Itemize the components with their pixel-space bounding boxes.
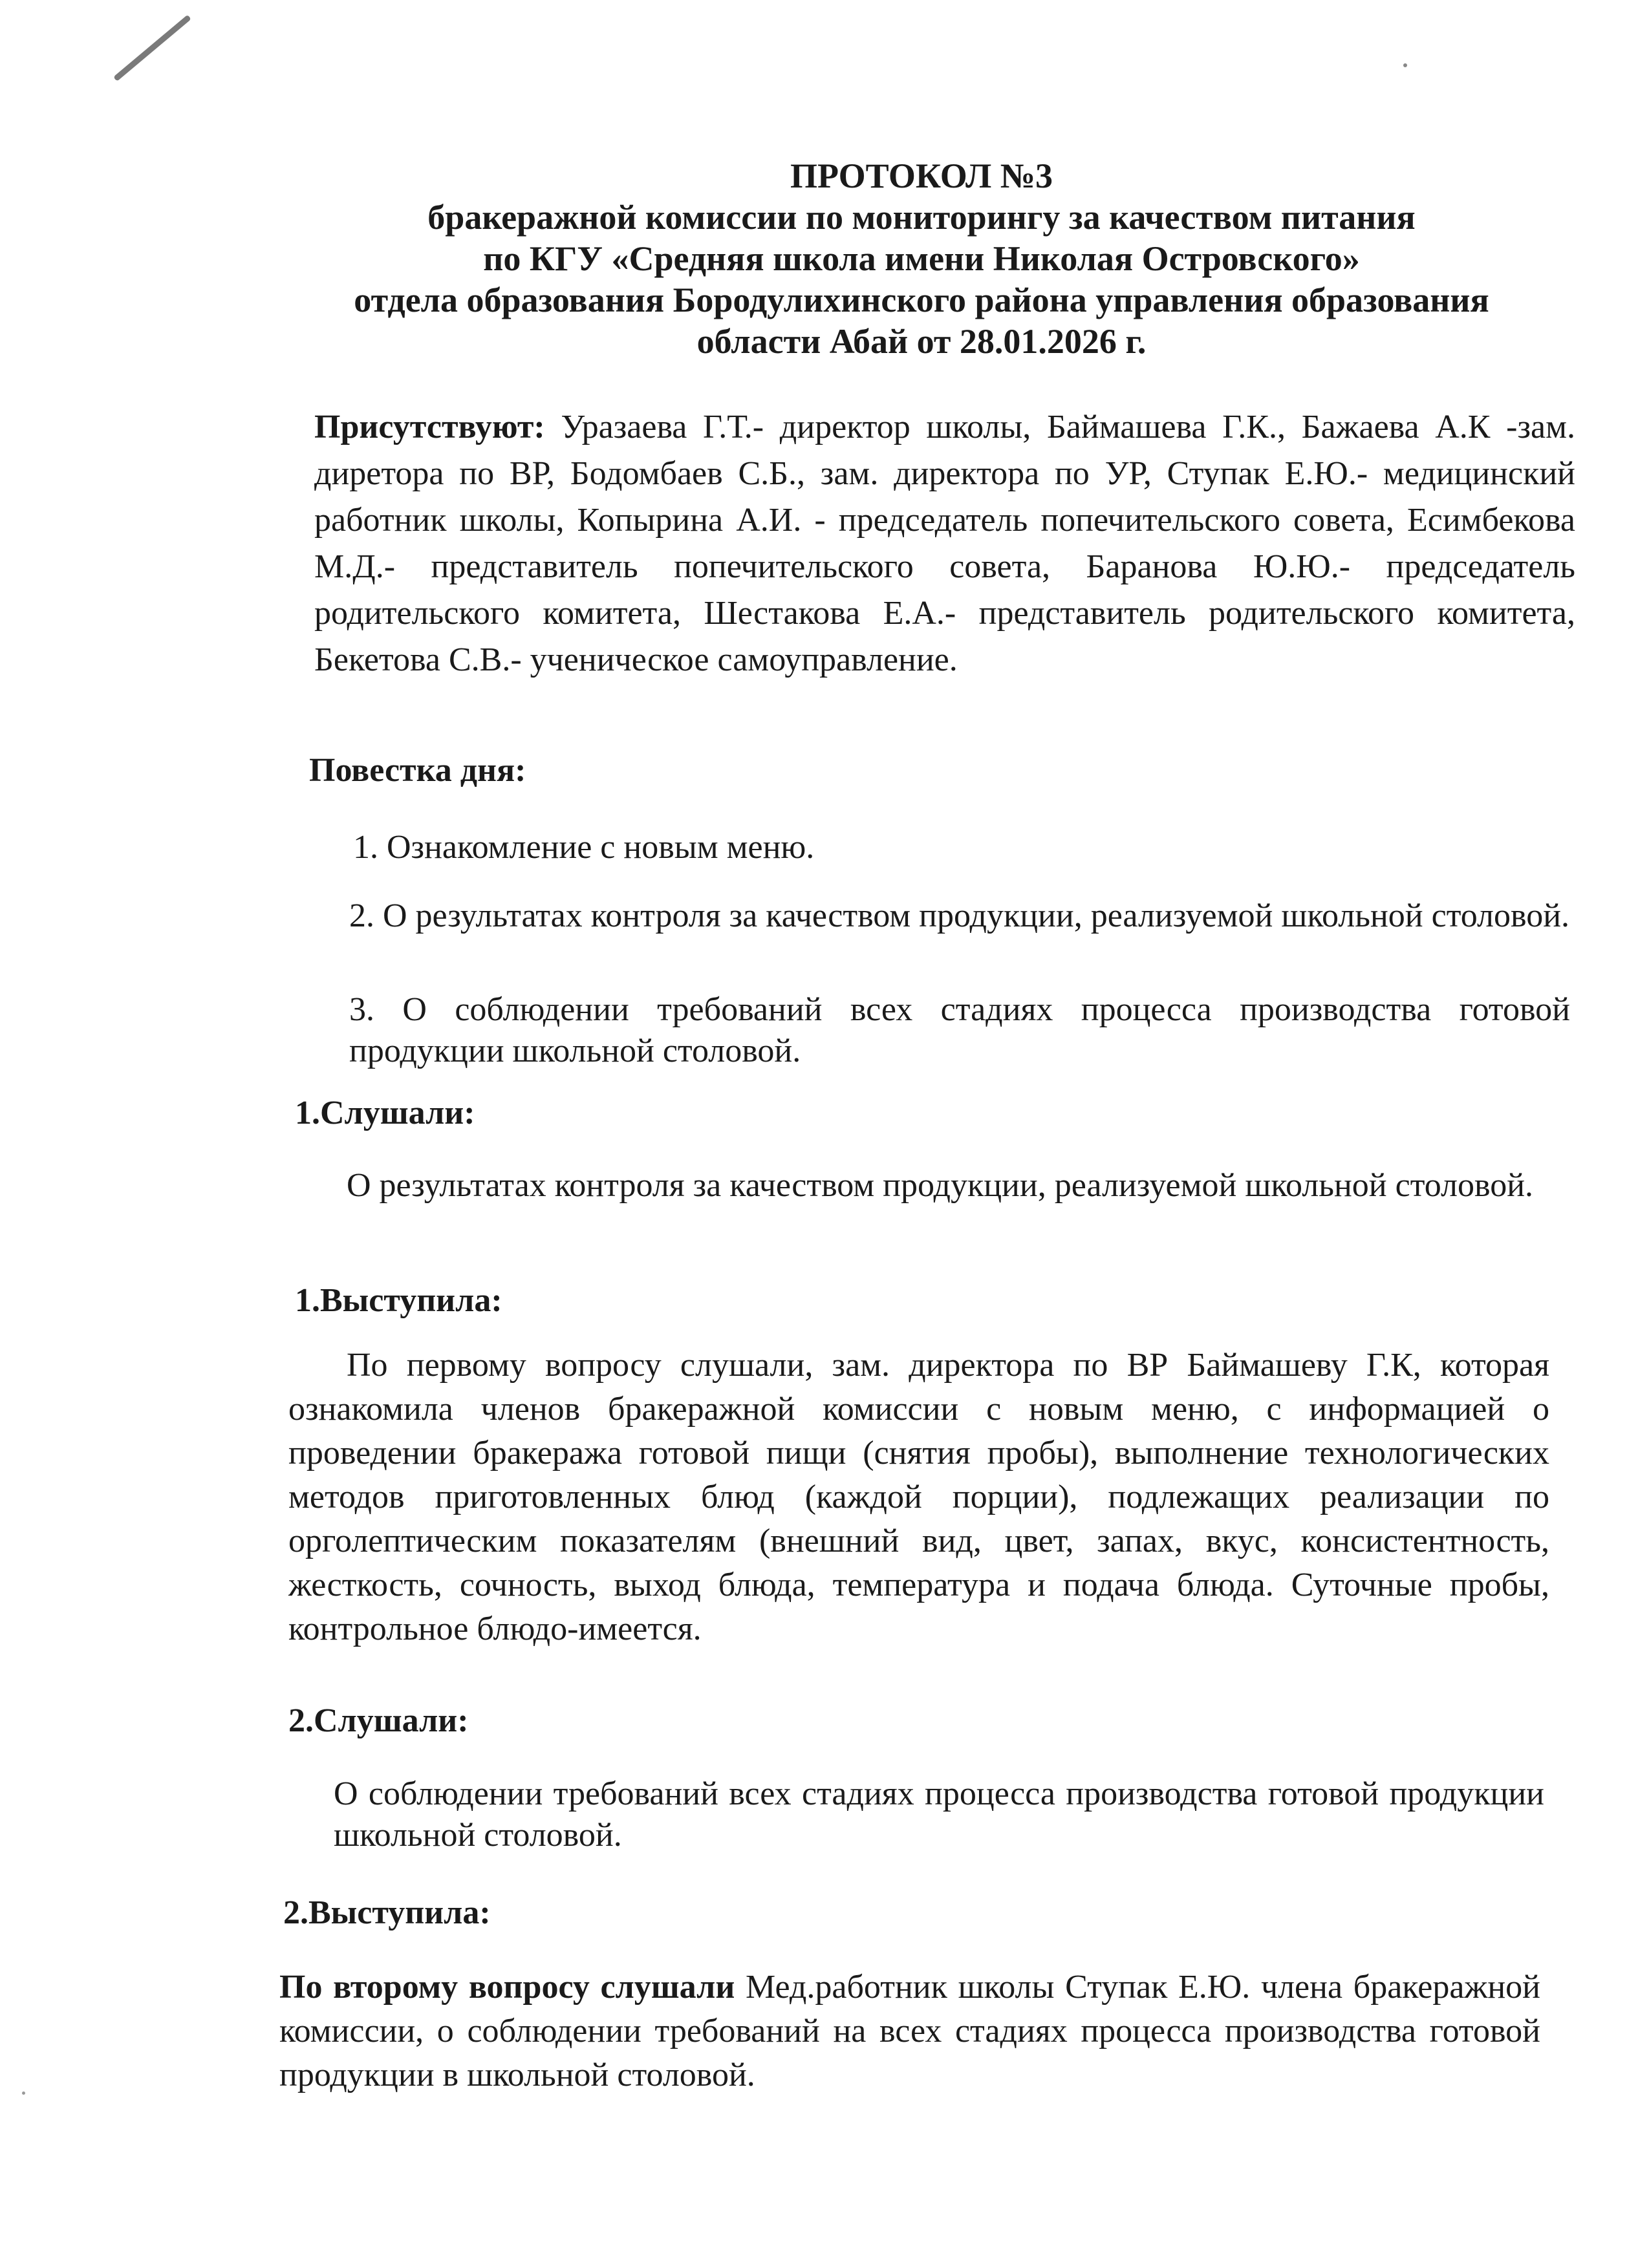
agenda-heading: Повестка дня: — [309, 752, 526, 789]
section2-spoke-heading: 2.Выступила: — [283, 1894, 491, 1931]
protocol-subtitle-line: отдела образования Бородулихинского района управления образования — [354, 281, 1489, 319]
document-header — [278, 155, 1565, 362]
attendees-text: Уразаева Г.Т.- директор школы, Баймашева Г.К., Бажаева А.К -зам. диретора по ВР, Бодомбаев С.Б., зам. директора по УР, Ступак Е.Ю.- медицинский работник школы, Копырина А.И. - председатель попечительского совета, Есимбекова М.Д.- представитель попечительского совета, Баранова Ю.Ю.- председатель родительского комитета, Шестакова Е.А.- представитель родительского комитета, Бекетова С.В.- ученическое самоуправление. — [314, 409, 1575, 678]
scan-speck — [1403, 63, 1407, 67]
section2-spoke-body: Мед.работник школы Ступак Е.Ю. члена бракеражной комиссии, о соблюдении требований на всех стадиях процесса производства готовой продукции в школьной столовой. — [279, 1969, 1540, 2093]
attendees-paragraph — [314, 404, 1575, 683]
protocol-title: ПРОТОКОЛ №3 — [790, 156, 1053, 195]
section1-listen-heading: 1.Слушали: — [295, 1095, 475, 1131]
agenda-item: 2. О результатах контроля за качеством продукции, реализуемой школьной столовой. — [349, 897, 1570, 934]
agenda-item: 3. О соблюдении требований всех стадиях процесса производства готовой продукции школьной столовой. — [349, 991, 1570, 1069]
section1-listen-text: О результатах контроля за качеством продукции, реализуемой школьной столовой. — [347, 1167, 1534, 1204]
scan-pen-mark — [113, 15, 191, 81]
section1-spoke-heading: 1.Выступила: — [295, 1282, 502, 1319]
section2-spoke-text — [279, 1965, 1540, 2097]
section2-listen-heading: 2.Слушали: — [288, 1702, 469, 1739]
attendees-label: Присутствуют: — [314, 409, 545, 445]
section1-spoke-text — [288, 1343, 1549, 1651]
protocol-subtitle-line: бракеражной комиссии по мониторингу за качеством питания — [427, 198, 1416, 237]
protocol-subtitle-line: по КГУ «Средняя школа имени Николая Островского» — [483, 239, 1360, 278]
agenda-item: 1. Ознакомление с новым меню. — [353, 829, 815, 866]
section2-listen-text: О соблюдении требований всех стадиях процесса производства готовой продукции школьной столовой. — [334, 1775, 1544, 1854]
section1-spoke-body: По первому вопросу слушали, зам. директора по ВР Баймашеву Г.К, которая ознакомила членов бракеражной комиссии с новым меню, с информацией о проведении бракеража готовой пищи (снятия пробы), выполнение технологических методов приготовленных блюд (каждой порции), подлежащих реализации по орголептическим показателям (внешний вид, цвет, запах, вкус, консистентность, жесткость, сочность, выход блюда, температура и подача блюда. Суточные пробы, контрольное блюдо-имеется. — [288, 1347, 1549, 1647]
scan-speck — [22, 2091, 25, 2095]
section2-spoke-lead: По второму вопросу слушали — [279, 1969, 735, 2006]
protocol-subtitle-line: области Абай от 28.01.2026 г. — [696, 322, 1147, 361]
